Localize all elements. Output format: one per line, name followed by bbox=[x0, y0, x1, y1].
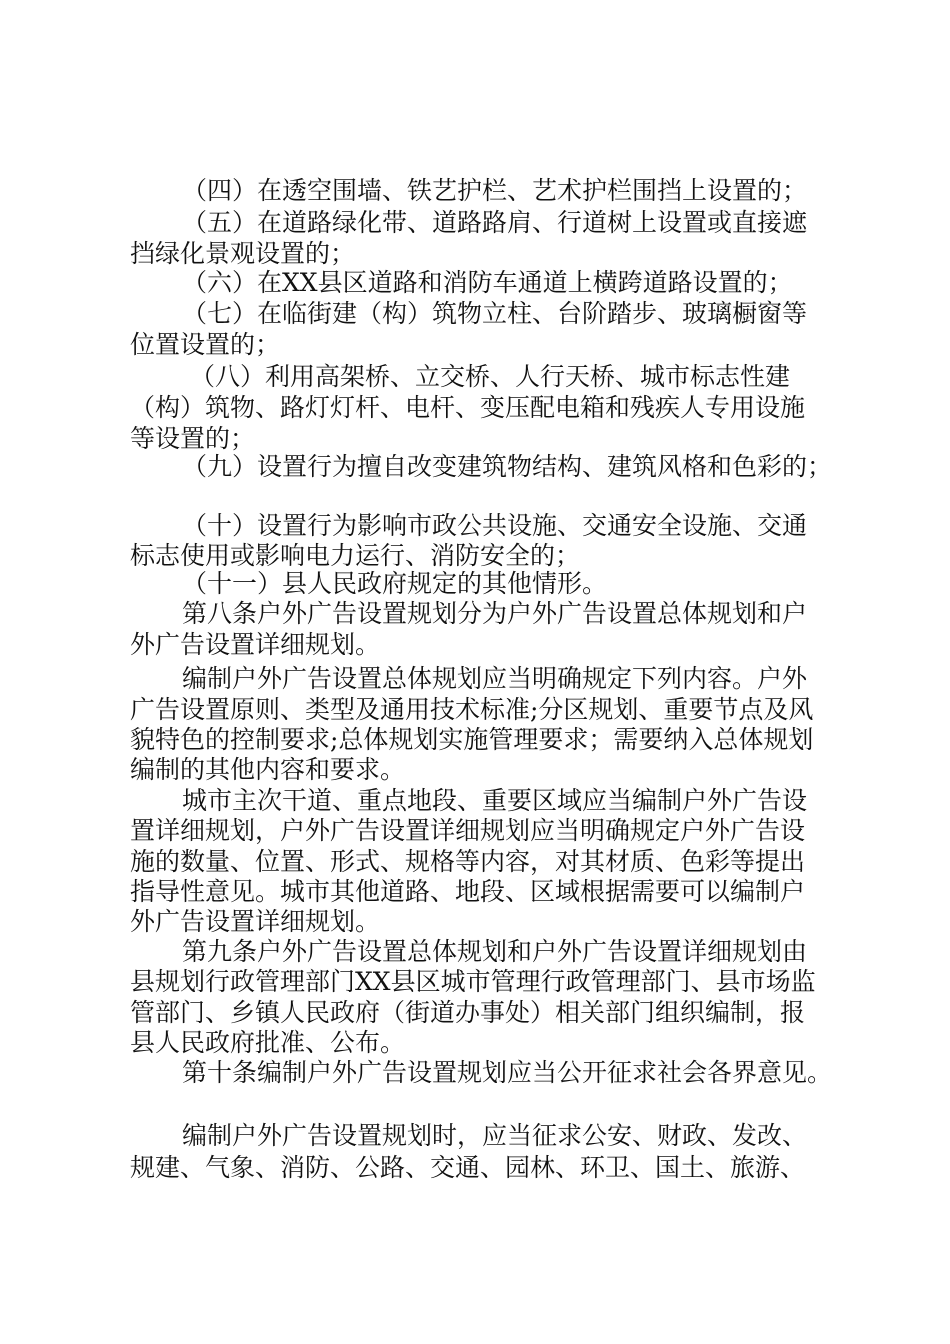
text-line: （九）设置行为擅自改变建筑物结构、建筑风格和色彩的； bbox=[182, 452, 833, 481]
text-line: （构）筑物、路灯灯杆、电杆、变压配电箱和残疾人专用设施 bbox=[130, 393, 806, 422]
text-line: 编制户外广告设置规划时，应当征求公安、财政、发改、 bbox=[182, 1121, 808, 1150]
text-line: 挡绿化景观设置的； bbox=[130, 239, 356, 268]
text-line: （八）利用高架桥、立交桥、人行天桥、城市标志性建 bbox=[190, 362, 791, 391]
text-line: 标志使用或影响电力运行、消防安全的； bbox=[130, 541, 581, 570]
text-line: 城市主次干道、重点地段、重要区域应当编制户外广告设 bbox=[182, 786, 808, 815]
text-line: 位置设置的； bbox=[130, 330, 281, 359]
text-line: （十）设置行为影响市政公共设施、交通安全设施、交通 bbox=[182, 511, 808, 540]
text-line: （五）在道路绿化带、道路路肩、行道树上设置或直接遮 bbox=[182, 208, 808, 237]
text-line: 编制户外广告设置总体规划应当明确规定下列内容。户外 bbox=[182, 664, 808, 693]
text-line: 置详细规划，户外广告设置详细规划应当明确规定户外广告设 bbox=[130, 816, 806, 845]
text-line: （十一）县人民政府规定的其他情形。 bbox=[182, 569, 608, 598]
text-line: 指导性意见。城市其他道路、地段、区域根据需要可以编制户 bbox=[130, 877, 806, 906]
text-line: 管部门、乡镇人民政府（街道办事处）相关部门组织编制，报 bbox=[130, 998, 806, 1027]
text-line: 第九条户外广告设置总体规划和户外广告设置详细规划由 bbox=[182, 937, 808, 966]
text-line: 县人民政府批准、公布。 bbox=[130, 1028, 406, 1057]
text-line: 县规划行政管理部门XX县区城市管理行政管理部门、县市场监 bbox=[130, 967, 816, 996]
text-line: 施的数量、位置、形式、规格等内容，对其材质、色彩等提出 bbox=[130, 847, 806, 876]
text-line: 编制的其他内容和要求。 bbox=[130, 755, 406, 784]
text-line: （六）在XX县区道路和消防车通道上横跨道路设置的； bbox=[182, 268, 793, 297]
text-line: 等设置的； bbox=[130, 424, 256, 453]
text-line: 规建、气象、消防、公路、交通、园林、环卫、国土、旅游、 bbox=[130, 1153, 806, 1182]
text-line: 第十条编制户外广告设置规划应当公开征求社会各界意见。 bbox=[182, 1058, 833, 1087]
text-line: （四）在透空围墙、铁艺护栏、艺术护栏围挡上设置的； bbox=[182, 176, 808, 205]
text-line: 第八条户外广告设置规划分为户外广告设置总体规划和户 bbox=[182, 599, 808, 628]
text-line: 广告设置原则、类型及通用技术标准;分区规划、重要节点及风 bbox=[130, 695, 814, 724]
text-line: 外广告设置详细规划。 bbox=[130, 907, 381, 936]
text-line: 貌特色的控制要求;总体规划实施管理要求；需要纳入总体规划 bbox=[130, 725, 814, 754]
text-line: 外广告设置详细规划。 bbox=[130, 630, 381, 659]
text-line: （七）在临街建（构）筑物立柱、台阶踏步、玻璃橱窗等 bbox=[182, 299, 808, 328]
